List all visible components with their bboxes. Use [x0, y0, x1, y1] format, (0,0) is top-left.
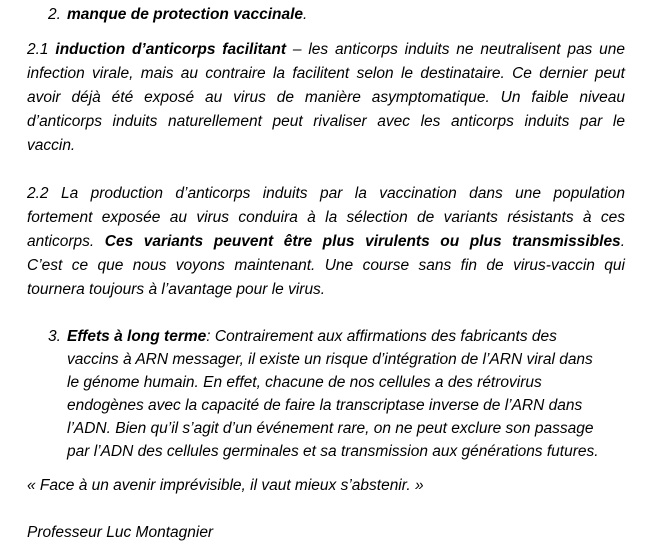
para-2-2-emphasis: Ces variants peuvent être plus virulents ou plus transmissibles: [104, 233, 621, 250]
para-2-1-number: 2.1: [27, 41, 49, 58]
para-2-2-line-2: fortement exposée au virus conduira à la sélection de variants résistants à ces: [27, 209, 625, 226]
para-2-1-heading: induction d’anticorps facilitant: [55, 41, 287, 58]
para-2-2-line-3: [27, 232, 625, 251]
item-3-line-6: par l’ADN des cellules germinales et sa transmission aux générations futures.: [67, 443, 599, 460]
para-2-1-line-3: avoir déjà été exposé au virus de manière asymptomatique. Un faible niveau: [27, 89, 625, 106]
para-2-2-line-3-start: anticorps.: [27, 233, 105, 250]
closing-quote: « Face à un avenir imprévisible, il vaut mieux s’abstenir. »: [27, 477, 424, 494]
item-2-heading: manque de protection vaccinale: [67, 6, 304, 23]
item-3-line-2: vaccins à ARN messager, il existe un risque d’intégration de l’ARN viral dans: [67, 351, 593, 368]
list-number-3: 3.: [48, 328, 61, 345]
list-number-2: 2.: [48, 6, 61, 23]
para-2-1-line-1: [27, 40, 625, 59]
signature: Professeur Luc Montagnier: [27, 524, 214, 541]
list-item-2: [67, 5, 307, 24]
item-3-line-1-rest: : Contrairement aux affirmations des fabricants des: [206, 328, 557, 345]
item-3-line-5: l’ADN. Bien qu’il s’agit d’un événement rare, on ne peut exclure son passage: [67, 420, 594, 437]
item-2-tail: .: [303, 6, 308, 23]
para-2-2-line-1: 2.2 La production d’anticorps induits par la vaccination dans une population: [27, 185, 625, 202]
para-2-2-line-5: tournera toujours à l’avantage pour le virus.: [27, 281, 326, 298]
item-3-heading: Effets à long terme: [67, 328, 207, 345]
item-3-line-3: le génome humain. En effet, chacune de nos cellules a des rétrovirus: [67, 374, 542, 391]
item-3-line-4: endogènes avec la capacité de faire la transcriptase inverse de l’ARN dans: [67, 397, 583, 414]
para-2-1-line-5: vaccin.: [27, 137, 76, 154]
para-2-1-line-2: infection virale, mais au contraire la facilitent selon le destinataire. Ce dernier peut: [27, 65, 625, 82]
para-2-2-line-4: C’est ce que nous voyons maintenant. Une course sans fin de virus-vaccin qui: [27, 257, 625, 274]
para-2-1-line-4: d’anticorps induits naturellement peut rivaliser avec les anticorps induits par le: [27, 113, 625, 130]
para-2-1-line-1-rest: – les anticorps induits ne neutralisent pas une: [286, 41, 625, 58]
para-2-2-line-3-end: .: [620, 233, 625, 250]
item-3-line-1: [67, 327, 557, 346]
